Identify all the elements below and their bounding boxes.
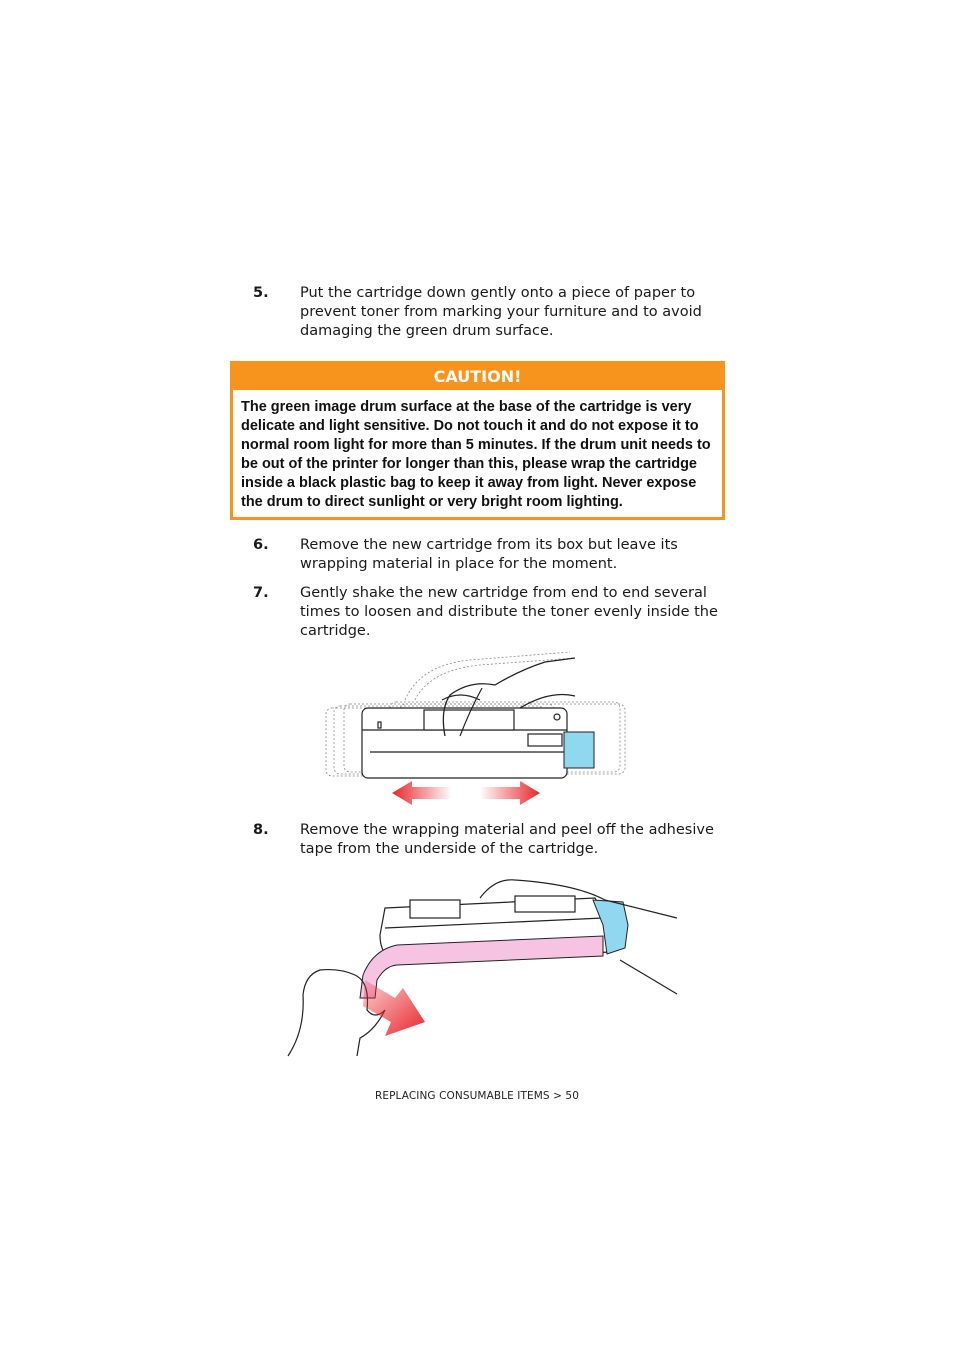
cartridge-icon [362,708,567,778]
step-number: 8. [253,822,269,838]
peel-tape-illustration [285,870,685,1060]
step-text: Remove the wrapping material and peel off the adhesive tape from the underside of the cartridge. [300,822,714,857]
page-footer: REPLACING CONSUMABLE ITEMS > 50 [375,1090,579,1102]
caution-box [230,361,725,520]
step-number: 6. [253,537,269,553]
step-text: Remove the new cartridge from its box but leave its wrapping material in place for the moment. [300,537,678,572]
caution-text: The green image drum surface at the base of the cartridge is very delicate and light sensitive. Do not touch it and do not expose it to normal room light for more than 5 minutes. If the drum unit needs to be out of the printer for longer than this, please wrap the cartridge inside a black plastic bag to keep it away from light. Never expose the drum to direct sunlight or very bright room lighting. [241,399,711,511]
cartridge-end-cap [564,732,594,768]
step-text: Gently shake the new cartridge from end to end several times to loosen and distribute the toner evenly inside the cartridge. [300,585,718,639]
step-number: 7. [253,585,269,601]
step-text: Put the cartridge down gently onto a piece of paper to prevent toner from marking your furniture and to avoid damaging the green drum surface. [300,285,702,339]
step-number: 5. [253,285,269,301]
shake-cartridge-illustration [320,640,640,810]
caution-title: CAUTION! [233,364,722,390]
double-arrow-icon [392,781,540,805]
pull-arrow-icon [363,980,425,1036]
adhesive-tape [360,936,603,998]
